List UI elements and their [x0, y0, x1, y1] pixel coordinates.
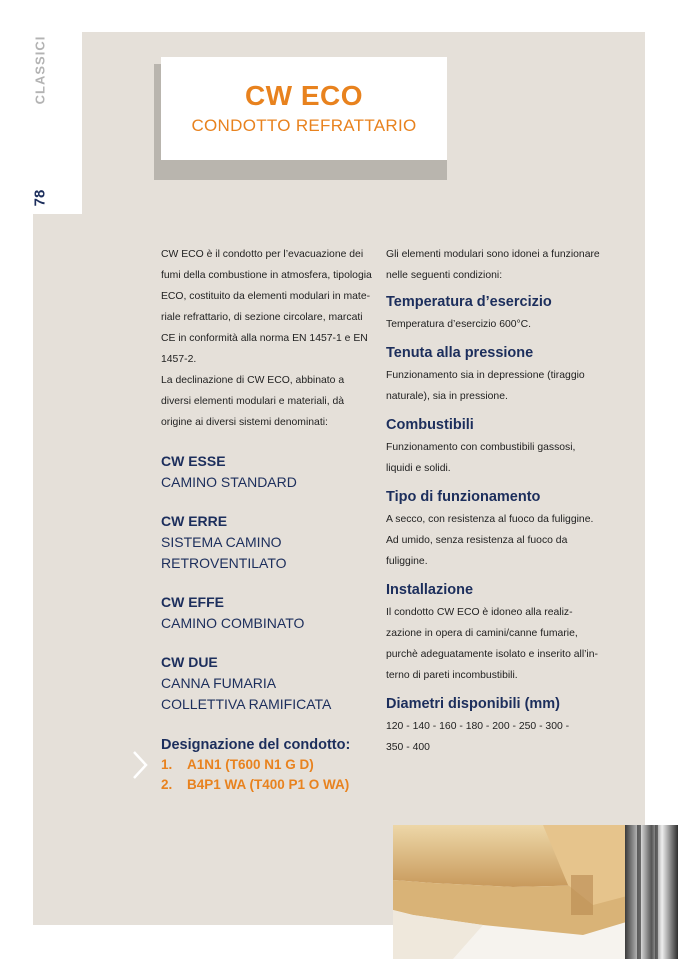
intro-line: fumi della combustione in atmosfera, tipologia	[161, 270, 372, 281]
section-heading: Combustibili	[386, 417, 474, 433]
system-cw-erre	[161, 511, 373, 574]
intro-line: riale refrattario, di sezione circolare, marcati	[161, 312, 363, 323]
section-text: 350 - 400	[386, 742, 430, 753]
section-heading: Diametri disponibili (mm)	[386, 696, 561, 712]
intro-line: CE in conformità alla norma EN 1457-1 e EN	[161, 333, 368, 344]
section-heading: Tenuta alla pressione	[386, 345, 534, 361]
system-cw-esse	[161, 451, 373, 493]
section-heading: Temperatura d’esercizio	[386, 294, 552, 310]
section-text: 120 - 140 - 160 - 180 - 200 - 250 - 300 -	[386, 721, 570, 732]
intro-line: La declinazione di CW ECO, abbinato a	[161, 375, 345, 386]
section-label: CLASSICI	[32, 35, 48, 105]
intro-line: ECO, costituito da elementi modulari in mate-	[161, 291, 371, 302]
system-name: CW ERRE	[161, 513, 228, 529]
designation-item	[161, 755, 391, 775]
chevron-right-icon	[131, 750, 149, 780]
designation-item	[161, 775, 391, 795]
system-name: CW ESSE	[161, 453, 226, 469]
system-description: SISTEMA CAMINO	[161, 534, 282, 550]
section-text: fuliggine.	[386, 556, 428, 567]
section-text: Funzionamento sia in depressione (tiraggio	[386, 370, 585, 381]
designation-number: 2.	[161, 777, 173, 792]
designation-number: 1.	[161, 757, 173, 772]
intro-line: CW ECO è il condotto per l’evacuazione dei	[161, 249, 364, 260]
section-text: Il condotto CW ECO è idoneo alla realiz-	[386, 607, 573, 618]
section-installazione	[386, 580, 608, 686]
system-name: CW EFFE	[161, 594, 224, 610]
designation-code: A1N1 (T600 N1 G D)	[187, 757, 314, 772]
intro-line: nelle seguenti condizioni:	[386, 270, 503, 281]
conditions-intro	[386, 244, 608, 286]
system-description: CAMINO COMBINATO	[161, 615, 305, 631]
page-number: 78	[31, 189, 49, 207]
designation-code: B4P1 WA (T400 P1 O WA)	[187, 777, 350, 792]
section-temperatura	[386, 292, 608, 335]
section-text: A secco, con resistenza al fuoco da fuliggine.	[386, 514, 594, 525]
section-text: Ad umido, senza resistenza al fuoco da	[386, 535, 568, 546]
intro-line: Gli elementi modulari sono idonei a funzionare	[386, 249, 600, 260]
section-text: liquidi e solidi.	[386, 463, 451, 474]
intro-line: 1457-2.	[161, 354, 197, 365]
designation-heading: Designazione del condotto:	[161, 737, 351, 753]
intro-line: diversi elementi modulari e materiali, dà	[161, 396, 345, 407]
title-box	[161, 57, 447, 160]
section-text: terno di pareti incombustibili.	[386, 670, 518, 681]
system-cw-due	[161, 652, 373, 715]
system-description: COLLETTIVA RAMIFICATA	[161, 696, 332, 712]
section-text: naturale), sia in pressione.	[386, 391, 508, 402]
right-column	[386, 244, 608, 758]
intro-line: origine ai diversi sistemi denominati:	[161, 417, 328, 428]
product-title: CW ECO	[244, 80, 364, 111]
section-tenuta	[386, 343, 608, 407]
section-funzionamento	[386, 487, 608, 572]
title-box-tail	[154, 160, 176, 180]
section-heading: Tipo di funzionamento	[386, 489, 541, 505]
left-column	[161, 244, 373, 715]
system-description: CANNA FUMARIA	[161, 675, 277, 691]
content-panel-bottom	[33, 825, 393, 925]
system-name: CW DUE	[161, 654, 218, 670]
product-subtitle: CONDOTTO REFRATTARIO	[191, 116, 417, 135]
system-description: CAMINO STANDARD	[161, 474, 297, 490]
system-cw-effe	[161, 592, 373, 634]
section-diametri	[386, 694, 608, 758]
designation-block	[161, 735, 391, 795]
system-description: RETROVENTILATO	[161, 555, 287, 571]
intro-paragraph	[161, 244, 373, 433]
section-heading: Installazione	[386, 582, 474, 598]
refractory-product-photo	[393, 825, 678, 959]
section-text: Funzionamento con combustibili gassosi,	[386, 442, 576, 453]
section-text: Temperatura d’esercizio 600°C.	[386, 319, 532, 330]
section-text: zazione in opera di camini/canne fumarie,	[386, 628, 578, 639]
section-combustibili	[386, 415, 608, 479]
section-text: purchè adeguatamente isolato e inserito all’in-	[386, 649, 598, 660]
